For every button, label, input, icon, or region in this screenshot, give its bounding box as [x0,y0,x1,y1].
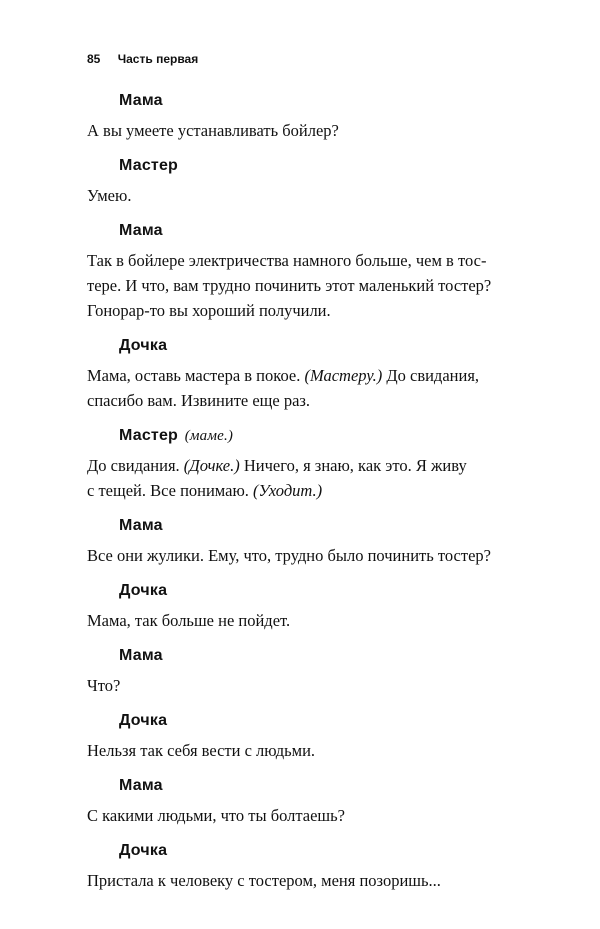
dialogue-block [87,840,527,893]
speaker-label: Мама [119,222,163,239]
speech-line [87,453,527,478]
dialogue-block [87,155,527,208]
speaker-name [119,425,527,447]
section-title: Часть первая [117,52,199,66]
speech-line [87,298,527,323]
speech-text [87,248,527,323]
speaker-label: Мастер [119,157,179,174]
speaker-label: Мама [119,647,163,664]
dialogue-block [87,515,527,568]
speech-text [87,673,527,698]
speech-line [87,388,527,413]
dialogue-block [87,335,527,413]
speech-text [87,363,527,413]
speech-line [87,673,527,698]
speech-segment: Гонорар-то вы хороший получили. [87,301,331,320]
speaker-label: Мама [119,777,163,794]
speech-text [87,183,527,208]
dialogue-body [87,90,527,905]
speech-line [87,608,527,633]
speech-segment: Умею. [87,186,132,205]
dialogue-block [87,710,527,763]
speaker-label: Мастер [119,427,179,444]
speech-text [87,738,527,763]
speech-segment: Нельзя так себя вести с людьми. [87,741,316,760]
stage-direction: (Мастеру.) [304,366,383,385]
speech-line [87,363,527,388]
dialogue-block [87,220,527,323]
dialogue-block [87,425,527,503]
speech-text [87,453,527,503]
speaker-name [119,645,527,667]
speaker-name [119,840,527,862]
speech-text [87,608,527,633]
speaker-name [119,710,527,732]
speech-segment: С какими людьми, что ты болтаешь? [87,806,345,825]
dialogue-block [87,775,527,828]
dialogue-block [87,580,527,633]
speech-line [87,118,527,143]
speaker-label: Мама [119,517,163,534]
speech-line [87,868,527,893]
speech-line [87,248,527,273]
speech-line [87,738,527,763]
speech-segment: Мама, так больше не пойдет. [87,611,291,630]
speaker-name [119,775,527,797]
speaker-name [119,335,527,357]
speaker-name [119,90,527,112]
stage-direction: (маме.) [184,428,234,444]
running-header [87,52,198,66]
speech-segment: А вы умеете устанавливать бойлер? [87,121,339,140]
speech-line [87,273,527,298]
speech-text [87,868,527,893]
speaker-name [119,580,527,602]
speech-segment: Все они жулики. Ему, что, трудно было починить тостер? [87,546,491,565]
stage-direction: (Уходит.) [253,481,323,500]
speech-segment: Что? [87,676,121,695]
speech-segment: Так в бойлере электричества намного больше, чем в тос- [87,251,487,270]
speech-segment: Пристала к человеку с тостером, меня позоришь... [87,871,441,890]
speech-segment: Ничего, я знаю, как это. Я живу [239,456,467,475]
speaker-label: Дочка [119,842,168,859]
speaker-label: Мама [119,92,163,109]
speech-segment: с тещей. Все понимаю. [87,481,254,500]
dialogue-block [87,645,527,698]
speaker-name [119,515,527,537]
speech-line [87,803,527,828]
speech-segment: спасибо вам. Извините еще раз. [87,391,311,410]
page-number: 85 [87,52,101,66]
speech-text [87,803,527,828]
speech-text [87,543,527,568]
speaker-label: Дочка [119,582,168,599]
speech-line [87,183,527,208]
speaker-name [119,155,527,177]
speaker-label: Дочка [119,712,168,729]
speech-line [87,543,527,568]
speech-text [87,118,527,143]
speaker-label: Дочка [119,337,168,354]
stage-direction: (Дочке.) [183,456,240,475]
speech-segment: Мама, оставь мастера в покое. [87,366,305,385]
dialogue-block [87,90,527,143]
speaker-name [119,220,527,242]
speech-segment: До свидания, [382,366,480,385]
speech-segment: До свидания. [87,456,184,475]
speech-line [87,478,527,503]
speech-segment: тере. И что, вам трудно починить этот маленький тостер? [87,276,492,295]
